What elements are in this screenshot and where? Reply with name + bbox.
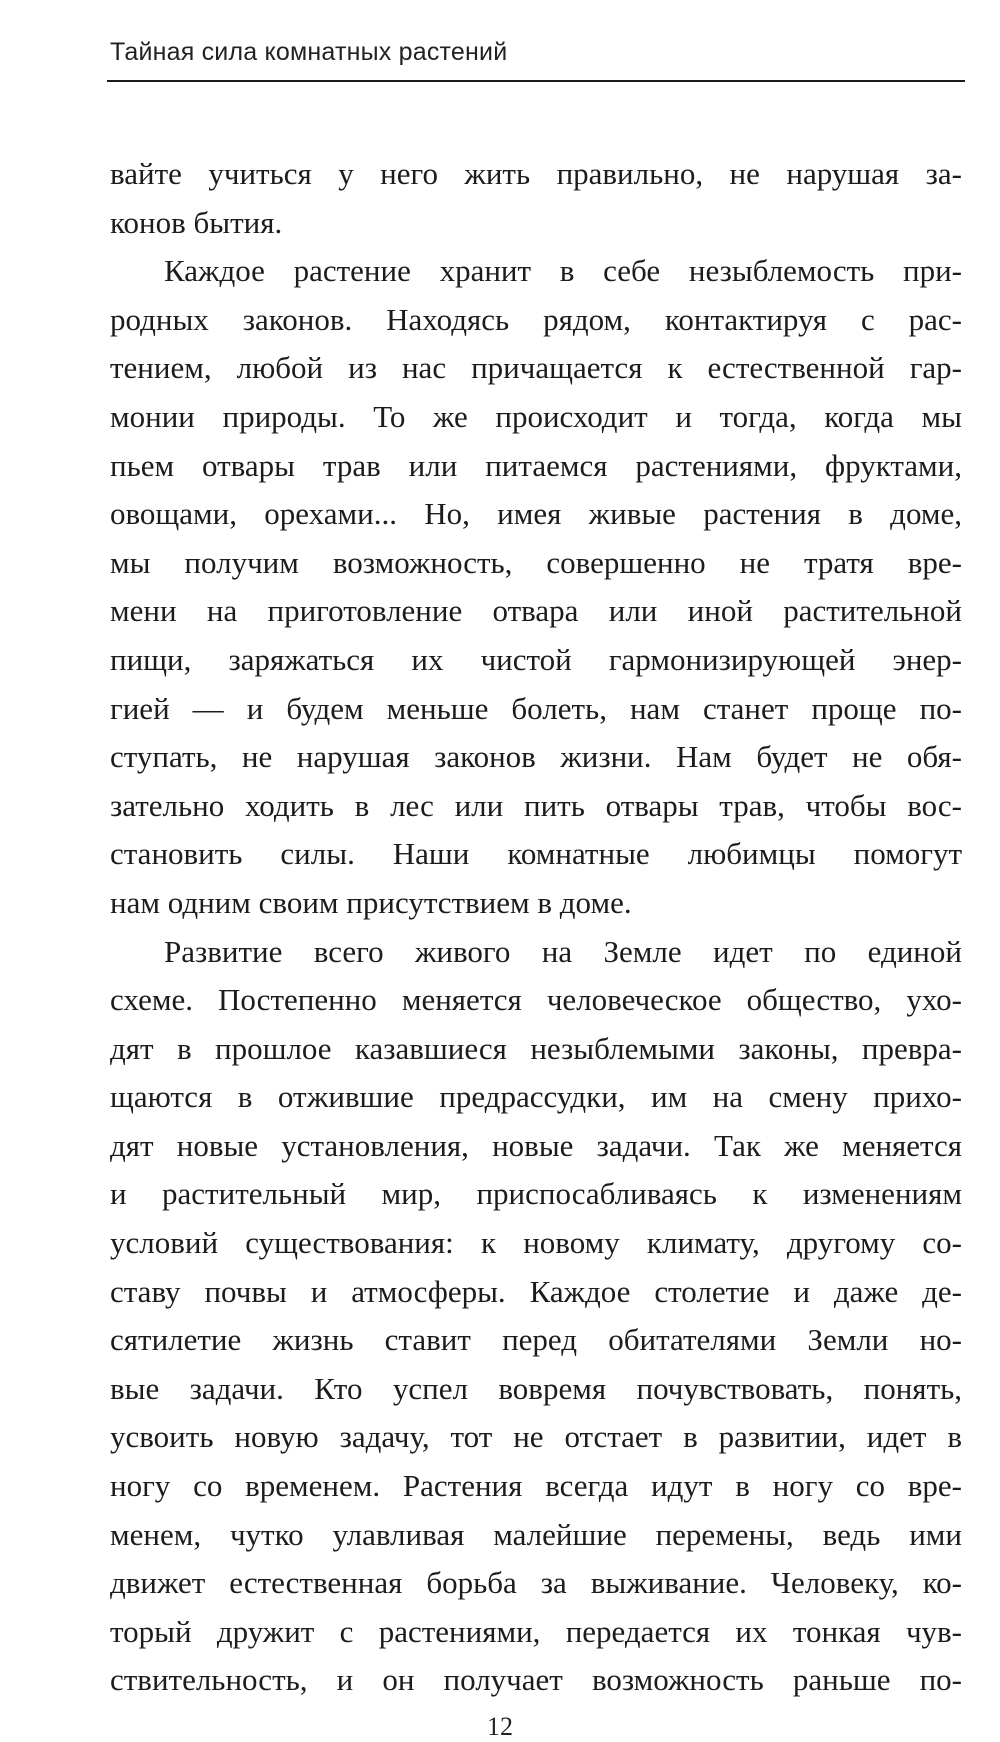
text-line: ствительность, и он получает возможность раньше по- [110, 1662, 962, 1698]
text-line: Развитие всего живого на Земле идет по единой [164, 933, 962, 969]
text-line: ногу со временем. Растения всегда идут в ногу со вре- [110, 1468, 962, 1504]
text-line: тением, любой из нас причащается к естественной гар- [110, 350, 962, 386]
text-line: мы получим возможность, совершенно не тратя вре- [110, 544, 962, 580]
text-line: пьем отвары трав или питаемся растениями, фруктами, [110, 447, 962, 483]
text-line: торый дружит с растениями, передается их тонкая чув- [110, 1613, 962, 1649]
text-line: условий существования: к новому климату, другому со- [110, 1225, 962, 1261]
text-line: вайте учиться у него жить правильно, не нарушая за- [110, 156, 962, 191]
text-line: зательно ходить в лес или пить отвары трав, чтобы вос- [110, 787, 962, 823]
text-line: ставу почвы и атмосферы. Каждое столетие и даже де- [110, 1273, 962, 1309]
page-number: 12 [487, 1712, 513, 1741]
body-text [110, 150, 962, 1705]
header-rule [107, 80, 965, 82]
text-line: сятилетие жизнь ставит перед обитателями Земли но- [110, 1322, 962, 1358]
text-line: менем, чутко улавливая малейшие перемены, ведь ими [110, 1516, 962, 1552]
text-line: дят в прошлое казавшиеся незыблемыми законы, превра- [110, 1030, 962, 1066]
running-head: Тайная сила комнатных растений [110, 38, 508, 66]
text-line: вые задачи. Кто успел вовремя почувствовать, понять, [110, 1370, 962, 1406]
text-line: гией — и будем меньше болеть, нам станет проще по- [110, 690, 962, 726]
text-line: и растительный мир, приспосабливаясь к изменениям [110, 1176, 962, 1212]
text-line: нам одним своим присутствием в доме. [110, 884, 632, 920]
text-line: движет естественная борьба за выживание. Человеку, ко- [110, 1565, 962, 1601]
text-line: родных законов. Находясь рядом, контактируя с рас- [110, 301, 962, 337]
text-line: становить силы. Наши комнатные любимцы помогут [110, 836, 962, 872]
text-line: щаются в отжившие предрассудки, им на смену прихо- [110, 1079, 962, 1115]
text-line: монии природы. То же происходит и тогда, когда мы [110, 398, 962, 434]
text-line: дят новые установления, новые задачи. Так же меняется [110, 1127, 962, 1163]
text-line: усвоить новую задачу, тот не отстает в развитии, идет в [110, 1419, 962, 1455]
text-line: овощами, орехами... Но, имея живые растения в доме, [110, 496, 962, 532]
text-line: Каждое растение хранит в себе незыблемость при- [164, 253, 962, 289]
text-line: схеме. Постепенно меняется человеческое общество, ухо- [110, 982, 962, 1018]
text-line: пищи, заряжаться их чистой гармонизирующей энер- [110, 641, 962, 677]
text-line: мени на приготовление отвара или иной растительной [110, 593, 962, 629]
text-line: ступать, не нарушая законов жизни. Нам будет не обя- [110, 739, 962, 775]
text-line: конов бытия. [110, 204, 283, 240]
